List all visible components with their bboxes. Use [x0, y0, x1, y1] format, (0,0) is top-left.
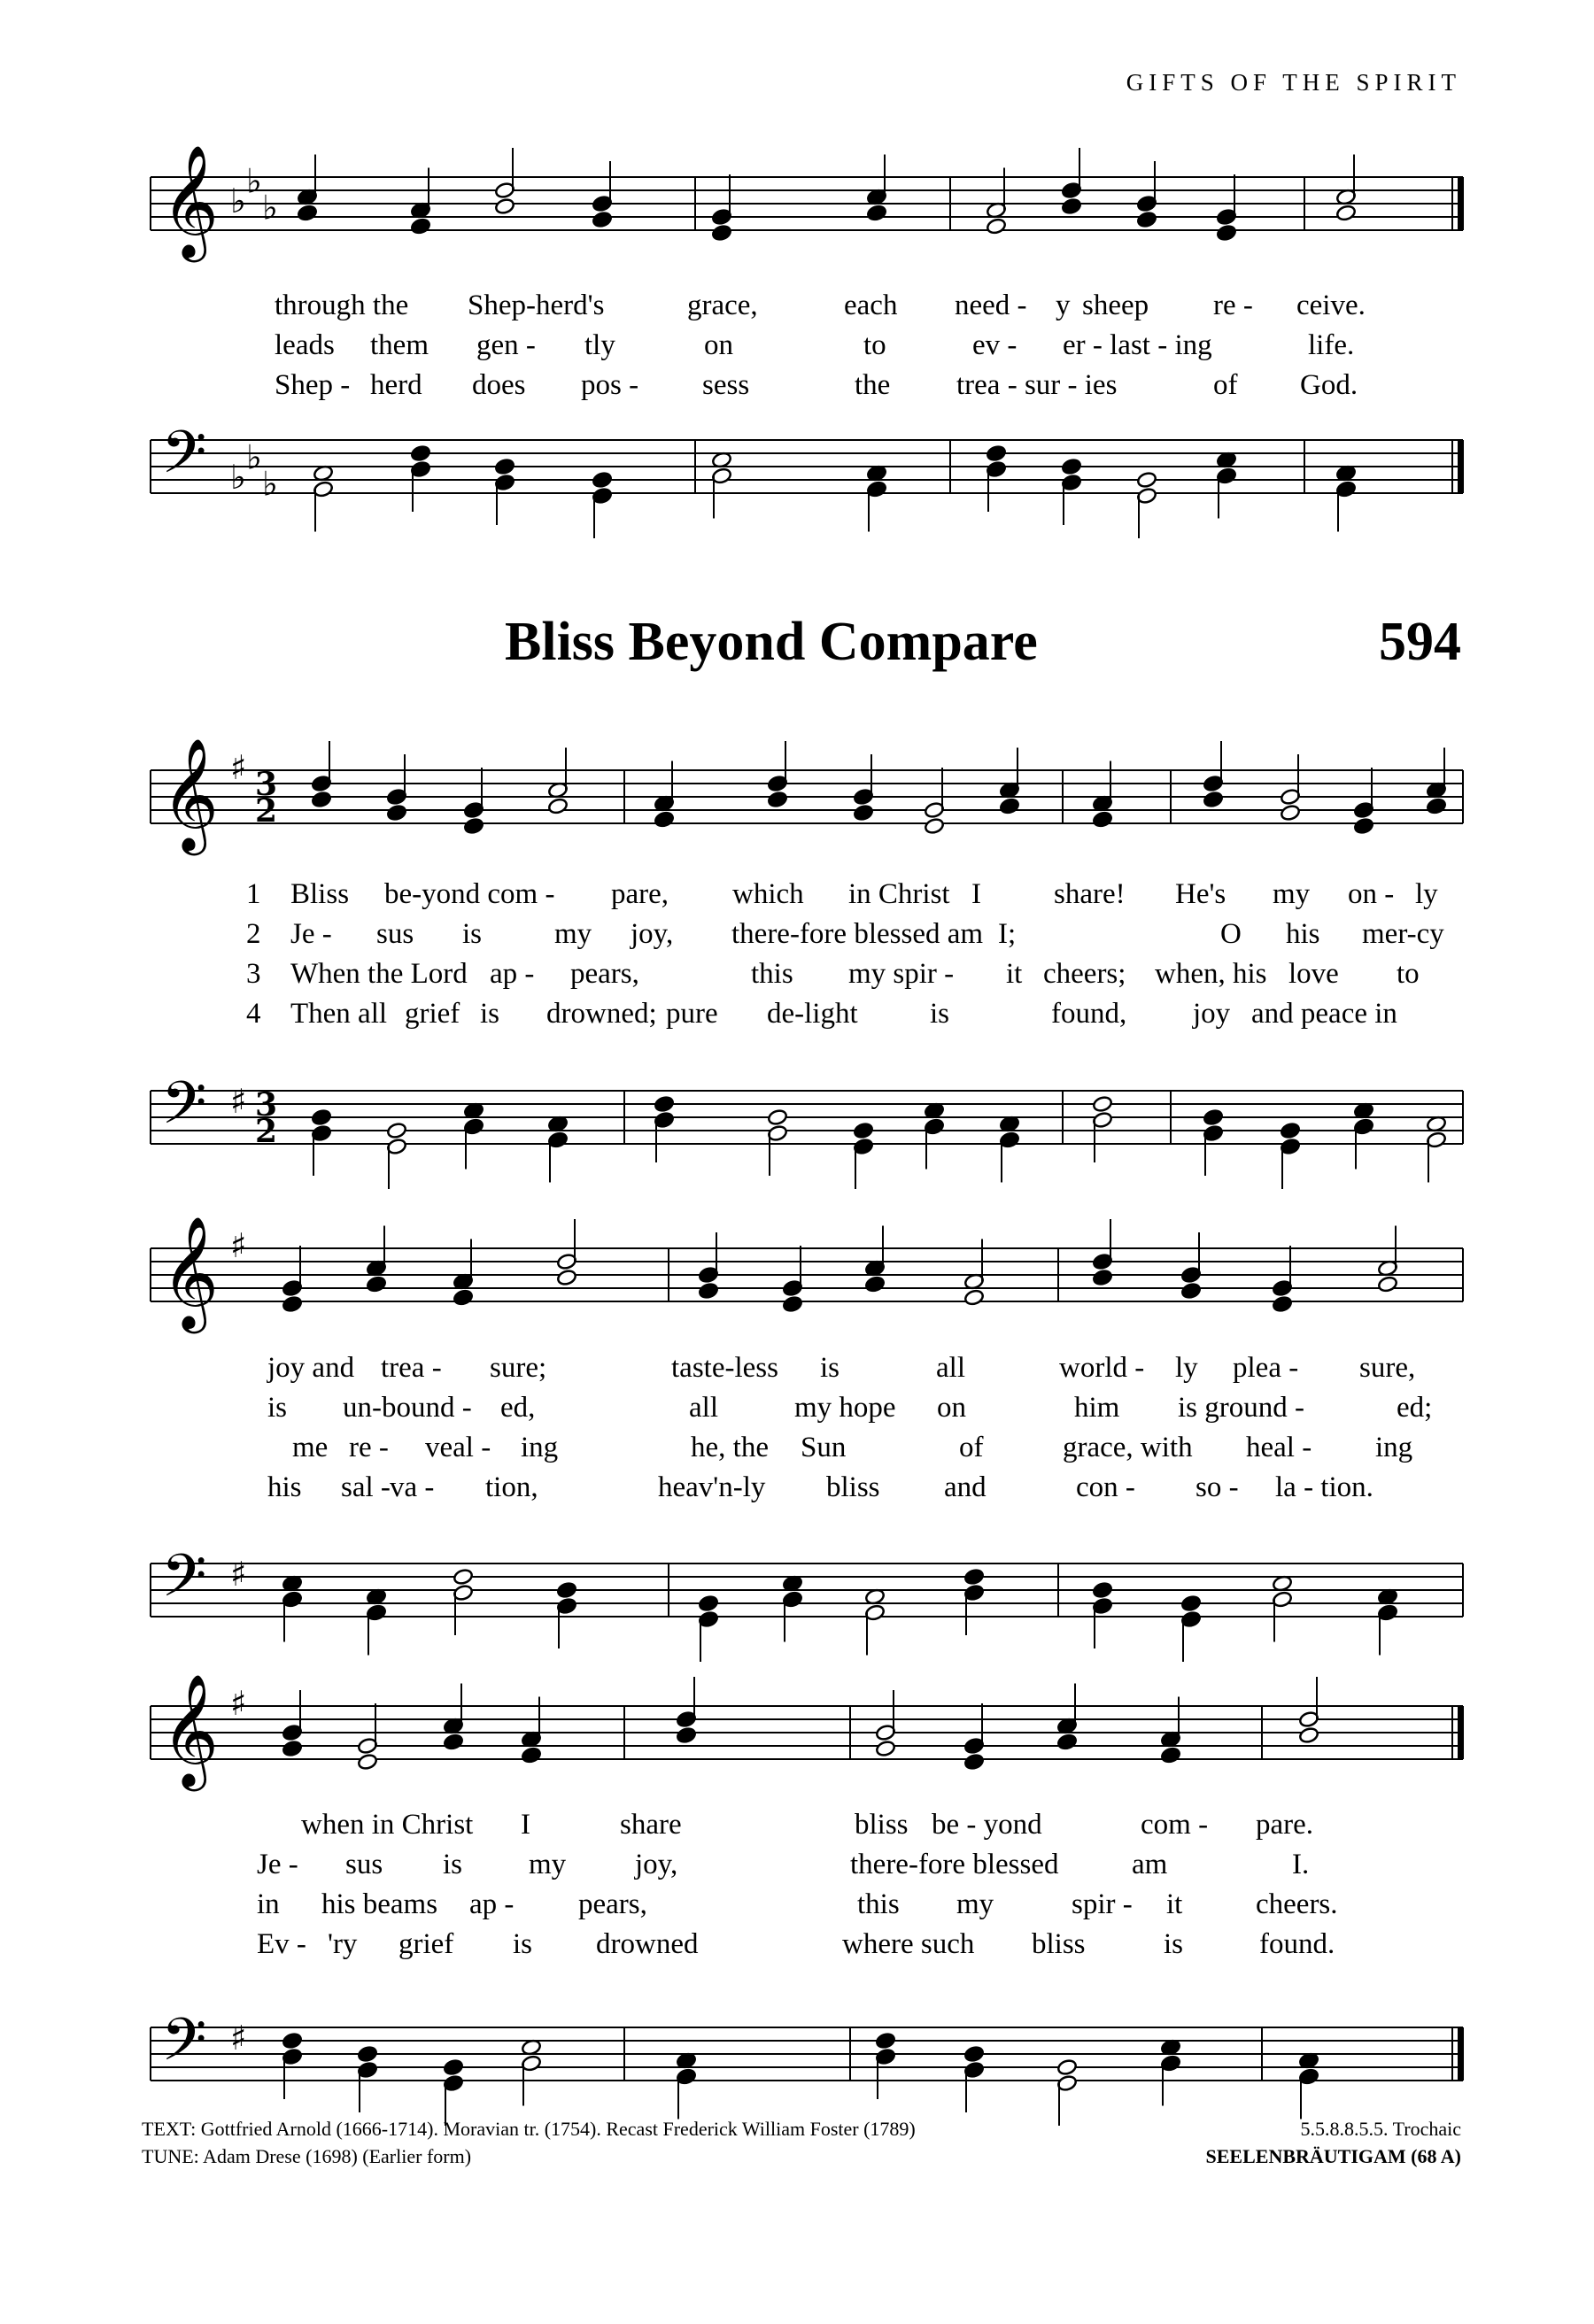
- lyric-syllable: God.: [1300, 369, 1358, 401]
- note-head: [654, 811, 675, 829]
- lyric-syllable: is: [267, 1392, 288, 1424]
- bass-clef-icon: 𝄢: [161, 1069, 207, 1152]
- sharp-icon: ♯: [230, 2019, 247, 2058]
- lyric-syllable: is: [513, 1928, 533, 1960]
- flat-icon: ♭: [246, 437, 262, 477]
- lyric-syllable: Ev -: [257, 1928, 306, 1960]
- lyric-syllable: spir -: [1072, 1888, 1133, 1920]
- note-head: [282, 1295, 303, 1313]
- lyric-syllable: sure,: [1359, 1352, 1416, 1384]
- lyric-syllable: la - tion.: [1275, 1471, 1373, 1503]
- hymn-number: 594: [1379, 612, 1461, 672]
- note-head: [963, 1568, 985, 1586]
- lyric-syllable: gen -: [476, 329, 536, 361]
- time-signature: 3: [255, 1086, 278, 1123]
- system-2-bass-staff: [151, 1542, 1463, 1663]
- lyric-syllable: there-fore blessed am: [731, 918, 984, 950]
- lyric-syllable: sheep: [1082, 290, 1149, 321]
- lyric-syllable: ed;: [1397, 1392, 1433, 1424]
- note-head: [1353, 817, 1374, 835]
- note-head: [494, 197, 515, 215]
- lyric-syllable: it: [1006, 958, 1023, 990]
- lyric-syllable: this: [857, 1888, 900, 1920]
- system-1-treble-staff: [151, 737, 1463, 856]
- lyric-syllable: to: [863, 329, 886, 361]
- lyric-syllable: ceive.: [1296, 290, 1366, 321]
- lyric-syllable: is: [820, 1352, 840, 1384]
- note-head: [864, 1276, 886, 1293]
- lyric-syllable: trea -: [381, 1352, 442, 1384]
- lyric-syllable: re -: [349, 1432, 389, 1463]
- note-head: [386, 804, 407, 822]
- tune-credit: TUNE: Adam Drese (1698) (Earlier form): [142, 2145, 472, 2167]
- lyric-syllable: is: [480, 998, 500, 1030]
- previous-hymn-treble-staff: [151, 144, 1464, 263]
- lyric-line: [0, 1928, 1594, 1964]
- lyric-syllable: to: [1397, 958, 1420, 990]
- lyric-syllable: Shep -: [275, 369, 351, 401]
- note-head: [311, 791, 332, 808]
- note-head: [1092, 1581, 1113, 1599]
- note-head: [654, 1095, 675, 1113]
- lyric-syllable: my: [956, 1888, 994, 1920]
- lyric-syllable: I.: [1292, 1849, 1310, 1880]
- lyric-syllable: when, his: [1155, 958, 1267, 990]
- note-head: [1092, 811, 1113, 829]
- lyric-syllable: trea - sur - ies: [956, 369, 1118, 401]
- note-head: [875, 1740, 896, 1757]
- note-head: [366, 1276, 387, 1293]
- note-head: [924, 817, 945, 835]
- lyric-syllable: Je -: [257, 1849, 298, 1880]
- note-head: [1280, 804, 1301, 822]
- note-head: [1216, 224, 1237, 242]
- lyric-syllable: heav'n-ly: [658, 1471, 766, 1503]
- system-3-treble-staff: [151, 1673, 1464, 1792]
- system-2-treble-staff: [151, 1216, 1463, 1334]
- lyric-syllable: re -: [1213, 290, 1253, 321]
- lyric-syllable: is: [1164, 1928, 1184, 1960]
- lyric-syllable: found,: [1051, 998, 1127, 1030]
- lyric-syllable: ing: [1375, 1432, 1413, 1463]
- note-head: [357, 2045, 378, 2063]
- lyric-syllable: un-bound -: [343, 1392, 472, 1424]
- note-head: [1136, 471, 1157, 489]
- lyric-syllable: all: [936, 1352, 965, 1384]
- lyric-syllable: Shep-herd's: [468, 290, 605, 321]
- lyric-syllable: him: [1074, 1392, 1120, 1424]
- lyric-syllable: and peace in: [1251, 998, 1397, 1030]
- lyric-syllable: is: [443, 1849, 463, 1880]
- lyric-syllable: con -: [1076, 1471, 1135, 1503]
- lyric-syllable: veal -: [425, 1432, 491, 1463]
- lyric-syllable: sus: [376, 918, 414, 950]
- lyric-syllable: pare,: [611, 878, 669, 910]
- lyric-syllable: er - last - ing: [1063, 329, 1212, 361]
- lyric-syllable: through the: [275, 290, 409, 321]
- meter: 5.5.8.8.5.5. Trochaic: [1300, 2118, 1461, 2140]
- treble-clef-icon: 𝄞: [161, 1672, 220, 1787]
- lyric-syllable: ev -: [972, 329, 1018, 361]
- lyric-syllable: Je -: [290, 918, 332, 950]
- note-head: [592, 471, 613, 489]
- lyric-syllable: it: [1166, 1888, 1183, 1920]
- system-3-bass-staff: [151, 2006, 1464, 2127]
- note-head: [963, 2045, 985, 2063]
- final-bar-thick: [1458, 2027, 1464, 2081]
- lyric-syllable: does: [472, 369, 526, 401]
- bass-clef-icon: 𝄢: [161, 2005, 207, 2089]
- lyric-syllable: on: [704, 329, 733, 361]
- note-head: [556, 1581, 577, 1599]
- note-head: [410, 444, 431, 462]
- lyric-syllable: pos -: [581, 369, 639, 401]
- lyric-syllable: heal -: [1246, 1432, 1312, 1463]
- lyric-syllable: bliss: [1032, 1928, 1086, 1960]
- lyric-syllable: joy: [1193, 998, 1231, 1030]
- lyric-syllable: Then all: [290, 998, 388, 1030]
- note-head: [853, 1122, 874, 1139]
- lyric-syllable: of: [1213, 369, 1238, 401]
- note-head: [1203, 1108, 1224, 1126]
- note-head: [282, 1740, 303, 1757]
- verse-number: 4: [246, 998, 261, 1030]
- lyric-syllable: be - yond: [932, 1809, 1042, 1841]
- lyric-syllable: each: [844, 290, 898, 321]
- lyric-syllable: I: [971, 878, 981, 910]
- lyric-syllable: taste-less: [671, 1352, 778, 1384]
- lyric-syllable: com -: [1141, 1809, 1209, 1841]
- lyric-syllable: ing: [521, 1432, 559, 1463]
- note-head: [463, 817, 484, 835]
- lyric-syllable: joy,: [635, 1849, 678, 1880]
- note-head: [1136, 211, 1157, 228]
- note-head: [453, 1289, 474, 1307]
- note-head: [963, 1753, 985, 1771]
- lyric-syllable: ap -: [490, 958, 535, 990]
- sharp-icon: ♯: [230, 748, 247, 787]
- treble-clef-icon: 𝄞: [161, 1215, 220, 1329]
- note-head: [1061, 458, 1082, 475]
- note-head: [1426, 798, 1447, 815]
- lyric-syllable: plea -: [1233, 1352, 1299, 1384]
- note-head: [875, 2032, 896, 2050]
- lyric-syllable: tion,: [485, 1471, 538, 1503]
- lyric-syllable: share: [620, 1809, 682, 1841]
- note-head: [1180, 1594, 1202, 1612]
- bass-clef-icon: 𝄢: [161, 418, 207, 501]
- lyric-syllable: there-fore blessed: [850, 1849, 1059, 1880]
- note-head: [1092, 1095, 1113, 1113]
- lyric-syllable: so -: [1196, 1471, 1239, 1503]
- note-head: [386, 1122, 407, 1139]
- lyric-syllable: this: [751, 958, 793, 990]
- time-signature: 3: [255, 766, 278, 803]
- lyric-syllable: me: [292, 1432, 329, 1463]
- note-head: [1056, 1733, 1078, 1751]
- lyric-line: [0, 1809, 1594, 1844]
- lyric-syllable: when in Christ: [301, 1809, 474, 1841]
- note-head: [1377, 1276, 1398, 1293]
- lyric-line: [0, 1392, 1594, 1427]
- note-head: [853, 804, 874, 822]
- lyric-line: [0, 1849, 1594, 1884]
- tune-name: SEELENBRÄUTIGAM (68 A): [1205, 2145, 1461, 2167]
- lyric-syllable: grace, with: [1063, 1432, 1193, 1463]
- lyric-line: [0, 958, 1594, 993]
- note-head: [999, 798, 1020, 815]
- lyric-syllable: in: [257, 1888, 280, 1920]
- note-head: [1160, 1747, 1181, 1764]
- verse-number: 2: [246, 918, 261, 950]
- note-head: [698, 1282, 719, 1300]
- flat-icon: ♭: [262, 464, 278, 504]
- note-head: [1203, 791, 1224, 808]
- lyric-syllable: and: [944, 1471, 987, 1503]
- lyric-syllable: leads: [275, 329, 335, 361]
- sharp-icon: ♯: [230, 1684, 247, 1723]
- sharp-icon: ♯: [230, 1082, 247, 1121]
- lyric-syllable: he, the: [691, 1432, 769, 1463]
- lyric-syllable: grief: [405, 998, 460, 1030]
- lyric-syllable: am: [1132, 1849, 1168, 1880]
- note-head: [297, 205, 318, 222]
- note-head: [866, 205, 887, 222]
- lyric-syllable: his beams: [321, 1888, 438, 1920]
- lyric-line: [0, 918, 1594, 954]
- final-bar-thick: [1458, 440, 1464, 493]
- lyric-syllable: ap -: [469, 1888, 515, 1920]
- note-head: [311, 1108, 332, 1126]
- lyric-syllable: ed,: [500, 1392, 536, 1424]
- lyric-syllable: grief: [398, 1928, 454, 1960]
- lyric-line: [0, 290, 1594, 325]
- final-bar-thick: [1458, 177, 1464, 230]
- lyric-syllable: pears,: [578, 1888, 647, 1920]
- lyric-syllable: cheers.: [1256, 1888, 1338, 1920]
- treble-clef-icon: 𝄞: [161, 737, 220, 851]
- note-head: [282, 2032, 303, 2050]
- lyric-syllable: my hope: [794, 1392, 896, 1424]
- flat-icon: ♭: [230, 458, 246, 497]
- note-head: [1056, 2058, 1078, 2076]
- treble-clef-icon: 𝄞: [161, 143, 220, 258]
- note-head: [1298, 1726, 1319, 1744]
- text-credit: TEXT: Gottfried Arnold (1666-1714). Moravian tr. (1754). Recast Frederick William Foster (1789): [142, 2118, 916, 2140]
- lyric-syllable: herd: [370, 369, 422, 401]
- verse-number: 3: [246, 958, 261, 990]
- time-signature: 2: [255, 792, 278, 830]
- lyric-line: [0, 329, 1594, 365]
- lyric-syllable: my: [1273, 878, 1311, 910]
- note-head: [592, 211, 613, 228]
- lyric-syllable: sess: [702, 369, 750, 401]
- note-head: [986, 218, 1007, 235]
- lyric-syllable: Sun: [801, 1432, 847, 1463]
- lyric-syllable: When the Lord: [290, 958, 468, 990]
- note-head: [1061, 197, 1082, 215]
- verse-number: 1: [246, 878, 261, 910]
- lyric-syllable: grace,: [687, 290, 758, 321]
- note-head: [676, 1726, 697, 1744]
- lyric-syllable: 'ry: [328, 1928, 358, 1960]
- note-head: [556, 1269, 577, 1286]
- lyric-line: [0, 369, 1594, 405]
- lyric-syllable: bliss: [826, 1471, 880, 1503]
- lyric-syllable: sal -: [341, 1471, 391, 1503]
- lyric-syllable: He's: [1175, 878, 1226, 910]
- note-head: [357, 1753, 378, 1771]
- lyric-syllable: on: [937, 1392, 966, 1424]
- lyric-syllable: ly: [1415, 878, 1438, 910]
- lyric-syllable: sus: [345, 1849, 383, 1880]
- lyric-syllable: all: [689, 1392, 718, 1424]
- note-head: [1280, 1122, 1301, 1139]
- lyric-line: [0, 1471, 1594, 1507]
- sharp-icon: ♯: [230, 1226, 247, 1265]
- lyric-syllable: joy and: [267, 1352, 355, 1384]
- note-head: [443, 1733, 464, 1751]
- lyric-syllable: is ground -: [1178, 1392, 1304, 1424]
- lyric-syllable: on -: [1348, 878, 1395, 910]
- note-head: [767, 791, 788, 808]
- note-head: [494, 458, 515, 475]
- sharp-icon: ♯: [230, 1555, 247, 1594]
- lyric-syllable: sure;: [490, 1352, 547, 1384]
- note-head: [698, 1594, 719, 1612]
- note-head: [986, 444, 1007, 462]
- lyric-syllable: my: [529, 1849, 567, 1880]
- lyric-syllable: cheers;: [1043, 958, 1126, 990]
- running-head: GIFTS OF THE SPIRIT: [1126, 69, 1461, 96]
- flat-icon: ♭: [262, 188, 278, 228]
- note-head: [767, 1108, 788, 1126]
- lyric-syllable: where such: [842, 1928, 975, 1960]
- lyric-syllable: need -: [955, 290, 1027, 321]
- lyric-syllable: ly: [1175, 1352, 1198, 1384]
- lyric-syllable: I;: [998, 918, 1017, 950]
- lyric-syllable: va -: [390, 1471, 435, 1503]
- flat-icon: ♭: [230, 181, 246, 220]
- note-head: [410, 218, 431, 235]
- note-head: [782, 1295, 803, 1313]
- note-head: [1335, 205, 1357, 222]
- lyric-line: [0, 878, 1594, 914]
- note-head: [443, 2058, 464, 2076]
- note-head: [1092, 1269, 1113, 1286]
- lyric-syllable: his: [1286, 918, 1320, 950]
- lyric-syllable: drowned;: [546, 998, 657, 1030]
- note-head: [963, 1289, 985, 1307]
- lyric-syllable: love: [1288, 958, 1339, 990]
- note-head: [1272, 1295, 1293, 1313]
- lyric-syllable: drowned: [596, 1928, 699, 1960]
- lyric-syllable: joy,: [631, 918, 674, 950]
- lyric-syllable: my spir -: [848, 958, 955, 990]
- note-head: [453, 1568, 474, 1586]
- lyric-syllable: y: [1056, 290, 1071, 321]
- lyric-syllable: world -: [1059, 1352, 1145, 1384]
- lyric-syllable: the: [855, 369, 891, 401]
- lyric-syllable: share!: [1054, 878, 1126, 910]
- lyric-syllable: be-yond com -: [384, 878, 555, 910]
- final-bar-thick: [1458, 1706, 1464, 1759]
- lyric-syllable: I: [521, 1809, 530, 1841]
- system-1-bass-staff: [151, 1069, 1463, 1190]
- lyric-syllable: of: [959, 1432, 984, 1463]
- lyric-syllable: pare.: [1256, 1809, 1314, 1841]
- lyric-syllable: bliss: [855, 1809, 909, 1841]
- lyric-syllable: in Christ: [848, 878, 950, 910]
- lyric-syllable: Bliss: [290, 878, 350, 910]
- lyric-line: [0, 1432, 1594, 1467]
- lyric-syllable: which: [732, 878, 804, 910]
- lyric-syllable: is: [930, 998, 950, 1030]
- lyric-syllable: his: [267, 1471, 302, 1503]
- lyric-syllable: O: [1220, 918, 1242, 950]
- lyric-line: [0, 1888, 1594, 1924]
- lyric-line: [0, 998, 1594, 1033]
- time-signature: 2: [255, 1113, 278, 1150]
- lyric-syllable: found.: [1259, 1928, 1335, 1960]
- hymn-title: Bliss Beyond Compare: [505, 612, 1038, 672]
- lyric-syllable: pears,: [570, 958, 639, 990]
- note-head: [547, 798, 569, 815]
- lyric-syllable: pure: [666, 998, 718, 1030]
- note-head: [711, 224, 732, 242]
- lyric-line: [0, 1352, 1594, 1387]
- note-head: [1180, 1282, 1202, 1300]
- lyric-syllable: my: [554, 918, 592, 950]
- lyric-syllable: mer-cy: [1362, 918, 1444, 950]
- previous-hymn-bass-staff: [151, 419, 1464, 539]
- lyric-syllable: de-light: [767, 998, 858, 1030]
- lyric-syllable: life.: [1308, 329, 1355, 361]
- flat-icon: ♭: [246, 161, 262, 201]
- lyric-syllable: is: [462, 918, 483, 950]
- bass-clef-icon: 𝄢: [161, 1541, 207, 1625]
- note-head: [521, 1747, 542, 1764]
- lyric-syllable: them: [370, 329, 429, 361]
- lyric-syllable: tly: [584, 329, 615, 361]
